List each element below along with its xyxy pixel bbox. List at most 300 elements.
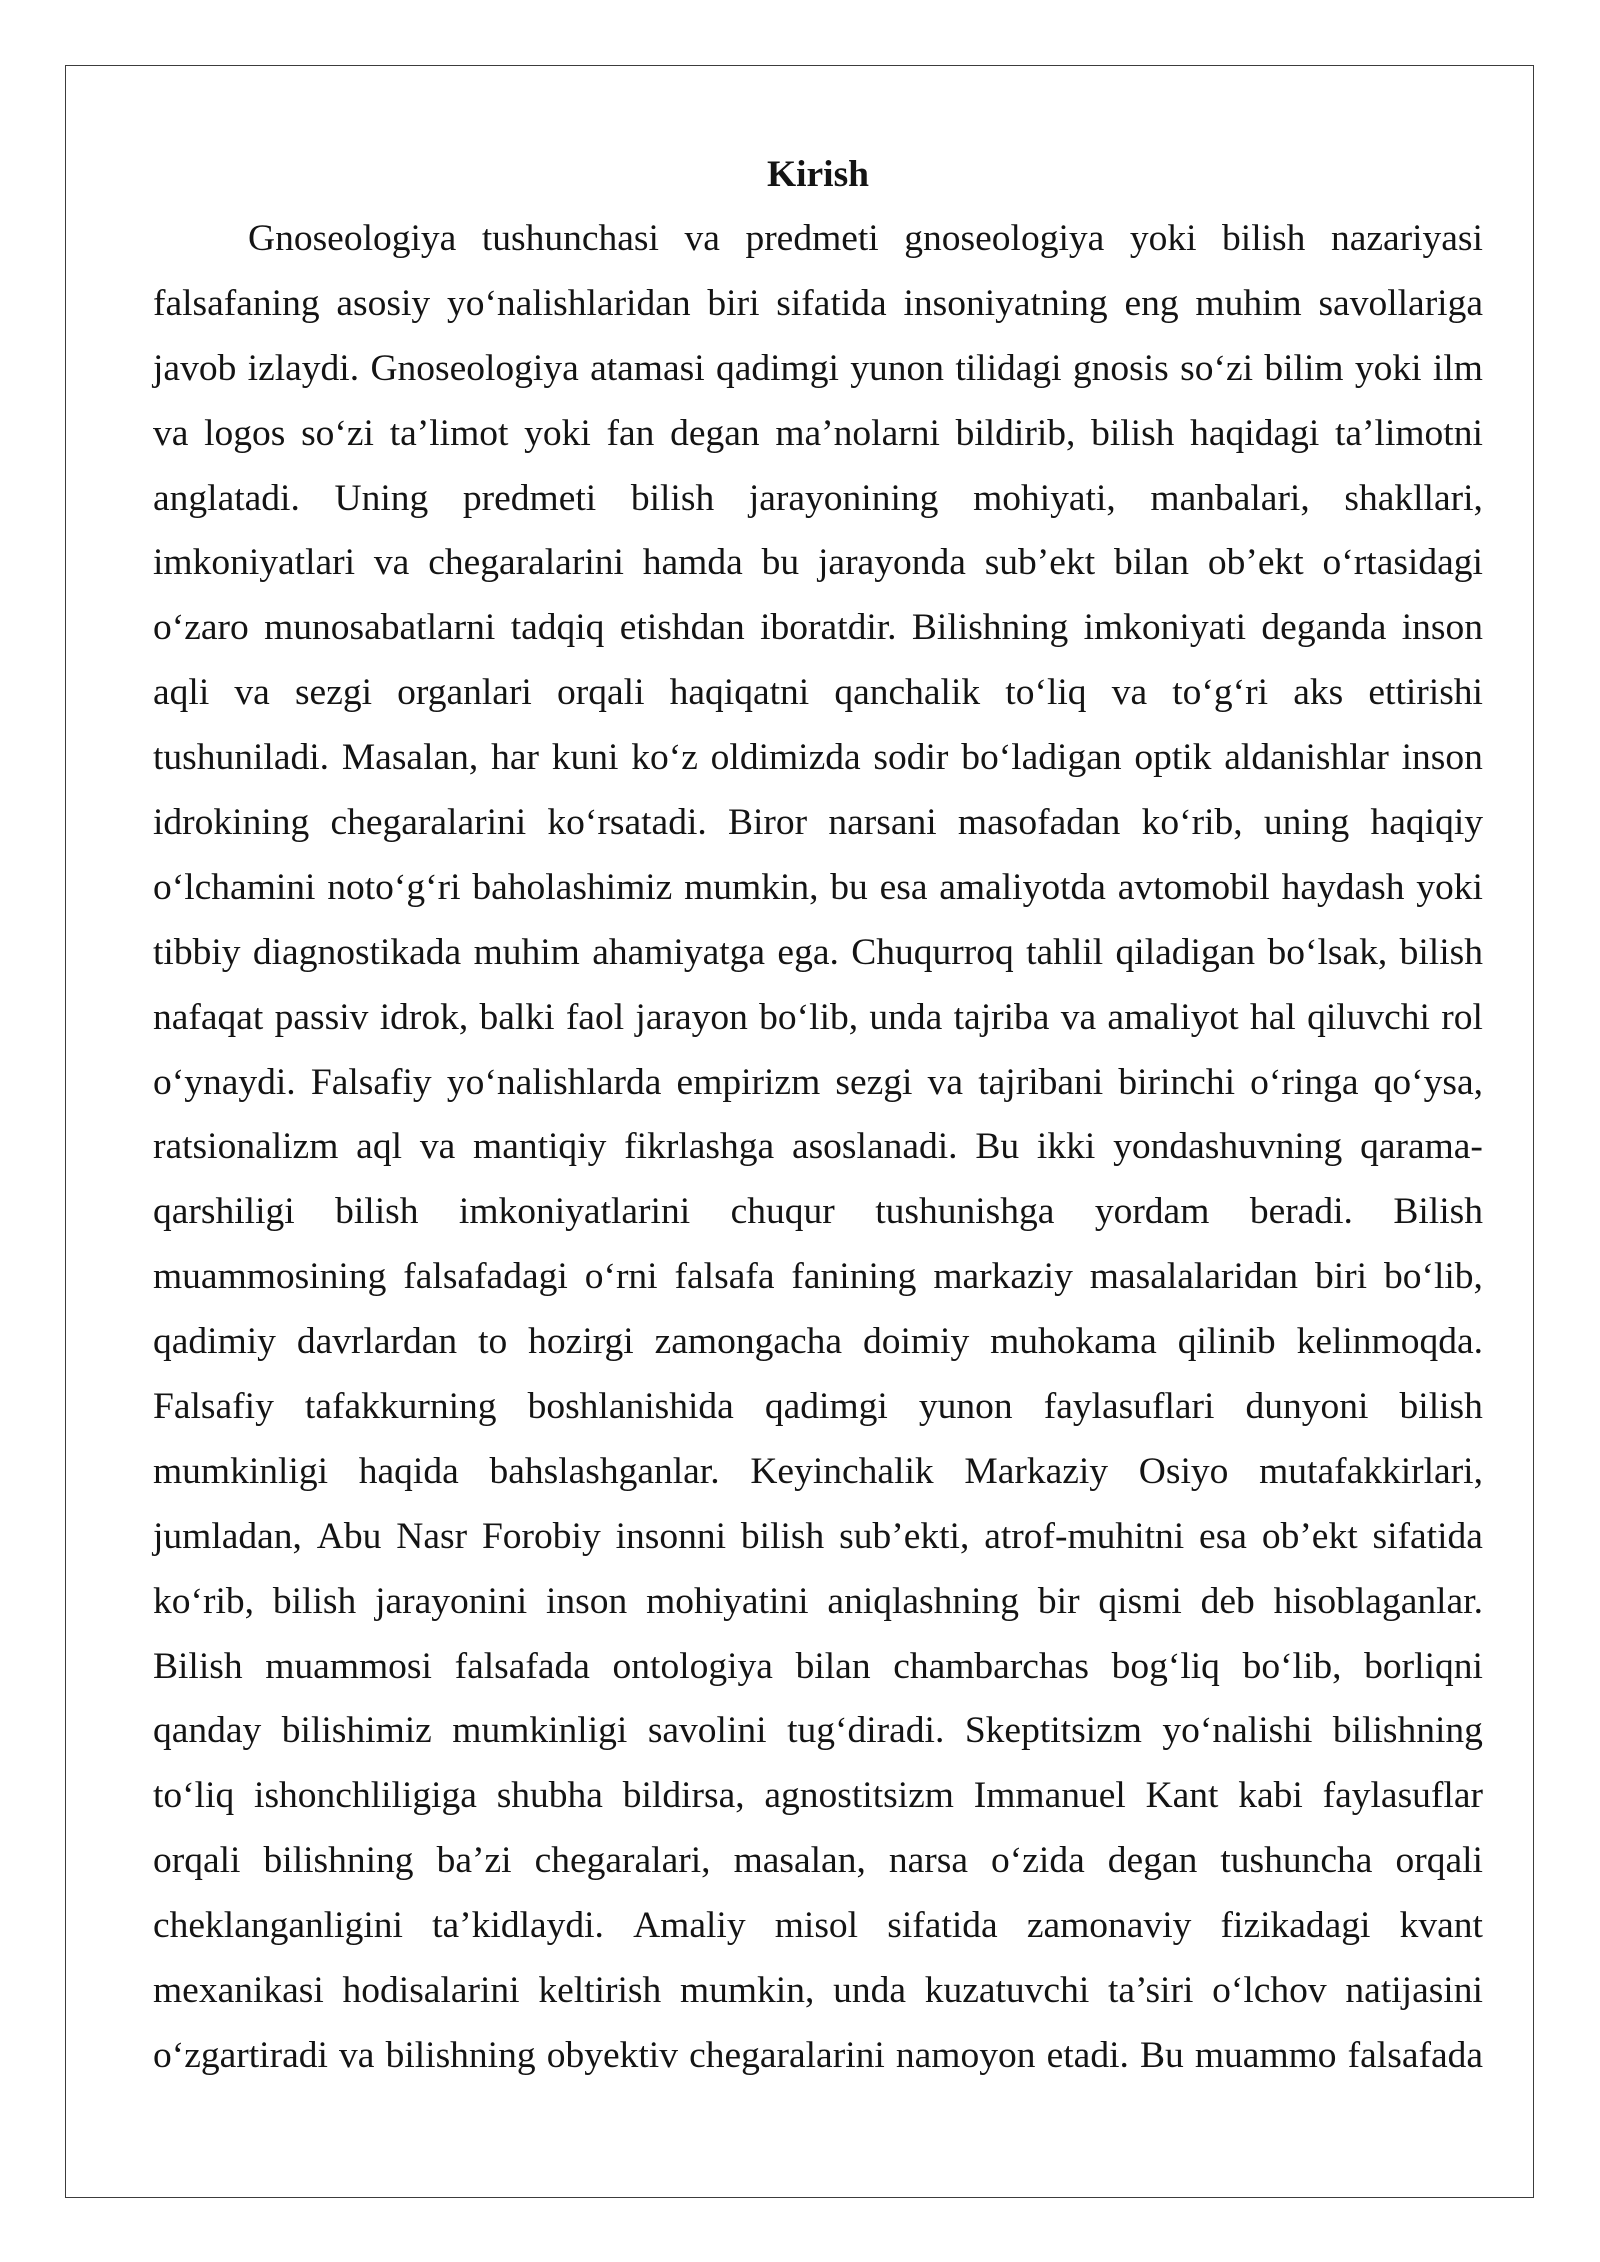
word: insoniyatning	[903, 282, 1108, 324]
word: ahamiyatga	[592, 931, 766, 973]
word: bilim	[1264, 347, 1344, 389]
word: Falsafiy	[153, 1386, 274, 1428]
word: chegaralarini	[330, 802, 527, 844]
word: savolini	[647, 1710, 767, 1752]
word: bilishimiz	[281, 1710, 432, 1752]
word: tibbiy	[153, 931, 241, 973]
text-line	[153, 1310, 1483, 1375]
word: aqli	[153, 672, 210, 714]
word: kabi	[1238, 1775, 1303, 1817]
word: beradi.	[1249, 1191, 1353, 1233]
text-line	[153, 337, 1483, 402]
word: namoyon	[895, 2034, 1036, 2076]
word: esa	[1199, 1515, 1247, 1557]
word: mexanikasi	[153, 1970, 324, 2012]
word: uning	[1263, 802, 1350, 844]
word: diagnostikada	[252, 931, 462, 973]
word: Biror	[727, 802, 808, 844]
word: mumkinligi	[452, 1710, 628, 1752]
word: masofadan	[957, 802, 1121, 844]
word: bilish	[1399, 931, 1483, 973]
word: bilishning	[1332, 1710, 1483, 1752]
word: bilish	[1222, 218, 1306, 259]
word: ob’ekt	[1261, 1515, 1358, 1557]
word: o‘lchamini	[153, 866, 316, 908]
word: Amaliy	[633, 1905, 746, 1947]
text-line	[153, 986, 1483, 1051]
text-line	[153, 1894, 1483, 1959]
word: boshlanishida	[527, 1386, 734, 1428]
word: hamda	[642, 542, 743, 584]
word: tug‘diradi.	[787, 1710, 945, 1752]
word: ta’siri	[1107, 1970, 1194, 2012]
word: tadqiq	[510, 607, 605, 649]
word: imkoniyati	[1083, 607, 1247, 649]
word: bir	[1037, 1580, 1080, 1622]
word: haydash	[1281, 866, 1405, 908]
word: dunyoni	[1245, 1386, 1369, 1428]
word: chambarchas	[893, 1645, 1089, 1687]
word: predmeti	[745, 218, 879, 259]
word: gnosis	[1072, 347, 1169, 389]
word: bo‘lib,	[1242, 1645, 1342, 1687]
word: inson	[1401, 737, 1483, 779]
word: shakllari,	[1344, 477, 1483, 519]
word: fizikadagi	[1220, 1905, 1371, 1947]
word: falsafa	[674, 1256, 775, 1298]
word: balki	[479, 996, 555, 1038]
word: yondashuvning	[1113, 1126, 1343, 1168]
word: Bu	[975, 1126, 1020, 1168]
word: yunon	[850, 347, 944, 389]
word: avtomobil	[1117, 866, 1270, 908]
text-line	[153, 1245, 1483, 1310]
word: to‘liq	[153, 1775, 235, 1817]
word: bo‘lsak,	[1267, 931, 1388, 973]
word: keltirish	[538, 1970, 662, 2012]
word: agnostitsizm	[764, 1775, 954, 1817]
word: zamongacha	[654, 1321, 843, 1363]
word: o‘zaro	[153, 607, 249, 649]
word: o‘ynaydi.	[153, 1061, 296, 1103]
word: falsafada	[454, 1645, 590, 1687]
word: faylasuflar	[1322, 1775, 1483, 1817]
text-line	[153, 2024, 1483, 2089]
word: ta’kidlaydi.	[432, 1905, 604, 1947]
word: muhokama	[990, 1321, 1157, 1363]
word: chegaralarini	[428, 542, 624, 584]
word: hodisalarini	[342, 1970, 520, 2012]
word: zamonaviy	[1026, 1905, 1192, 1947]
word: ma’nolarni	[775, 412, 940, 454]
word: imkoniyatlari	[153, 542, 356, 584]
word: o‘zida	[991, 1840, 1085, 1882]
word: chegaralari,	[534, 1840, 711, 1882]
word: yoki	[1354, 347, 1422, 389]
word: unda	[869, 996, 943, 1038]
word: anglatadi.	[153, 477, 300, 519]
word: qo‘ysa,	[1373, 1061, 1483, 1103]
word: sifatida	[776, 282, 887, 324]
word: obyektiv	[546, 2034, 678, 2076]
word: orqali	[153, 1840, 241, 1882]
word: Osiyo	[1138, 1450, 1229, 1492]
word: kelinmoqda.	[1296, 1321, 1483, 1363]
word: empirizm	[676, 1061, 821, 1103]
word: oldimizda	[710, 737, 861, 779]
word: bildirib,	[955, 412, 1076, 454]
word: o‘rtasidagi	[1322, 542, 1483, 584]
word: markaziy	[933, 1256, 1073, 1298]
word: kvant	[1399, 1905, 1483, 1947]
word: sodir	[873, 737, 949, 779]
word: ratsionalizm	[153, 1126, 339, 1168]
word: kuzatuvchi	[924, 1970, 1090, 2012]
text-line	[153, 726, 1483, 791]
word: qarama-	[1360, 1126, 1483, 1168]
word: mumkin,	[684, 866, 819, 908]
word: Nasr	[396, 1515, 468, 1557]
word: aniqlashning	[827, 1580, 1020, 1622]
word: bilan	[1114, 542, 1189, 584]
word: yunon	[918, 1386, 1013, 1428]
word: doimiy	[862, 1321, 970, 1363]
word: tajriba	[953, 996, 1050, 1038]
word: sub’ekt	[984, 542, 1096, 584]
word: muhim	[473, 931, 580, 973]
word: va	[927, 1061, 964, 1103]
word: Bilish	[153, 1645, 243, 1687]
word: idrokining	[153, 802, 310, 844]
word: tajribani	[978, 1061, 1104, 1103]
word: falsafaning	[153, 282, 320, 324]
word: qanday	[153, 1710, 262, 1752]
word: tushuncha	[1220, 1840, 1373, 1882]
text-line	[153, 272, 1483, 337]
word: optik	[1134, 737, 1212, 779]
word: chuqur	[730, 1191, 835, 1233]
word: bo‘ladigan	[961, 737, 1122, 779]
word: bog‘liq	[1111, 1645, 1220, 1687]
word: falsafadagi	[403, 1256, 568, 1298]
word: haqiqiy	[1370, 802, 1483, 844]
word: yordam	[1094, 1191, 1210, 1233]
word: davrlardan	[296, 1321, 458, 1363]
word: va	[419, 1126, 456, 1168]
word: asosiy	[336, 282, 431, 324]
word: bilishning	[385, 2034, 536, 2076]
text-line	[153, 1699, 1483, 1764]
word: qilinib	[1177, 1321, 1276, 1363]
word: tafakkurning	[304, 1386, 497, 1428]
word: degan	[1107, 1840, 1198, 1882]
word: o‘rni	[584, 1256, 658, 1298]
word: tushuniladi.	[153, 737, 330, 779]
word: bo‘lib,	[759, 996, 859, 1038]
word: amaliyotda	[939, 866, 1106, 908]
text-line	[153, 1115, 1483, 1180]
word: va	[1111, 672, 1148, 714]
word: sezgi	[294, 672, 373, 714]
word: ega.	[777, 931, 839, 973]
word: natijasini	[1345, 1970, 1483, 2012]
text-line	[153, 1505, 1483, 1570]
word: Masalan,	[341, 737, 479, 779]
word: muammosi	[265, 1645, 432, 1687]
word: muammosining	[153, 1256, 387, 1298]
word: masalan,	[733, 1840, 866, 1882]
word: hal	[1249, 996, 1296, 1038]
word: ko‘z	[631, 737, 698, 779]
word: manbalari,	[1150, 477, 1310, 519]
word: Gnoseologiya	[248, 218, 457, 259]
text-line	[153, 1180, 1483, 1245]
text-line	[153, 791, 1483, 856]
word: eng	[1124, 282, 1179, 324]
word: to‘g‘ri	[1172, 672, 1269, 714]
word: degan	[670, 412, 760, 454]
word: qadimiy	[153, 1321, 276, 1363]
word: ontologiya	[612, 1645, 773, 1687]
word: nafaqat	[153, 996, 264, 1038]
word: haqidagi	[1190, 412, 1320, 454]
word: idrok,	[379, 996, 469, 1038]
word: asoslanadi.	[791, 1126, 958, 1168]
word: yoki	[524, 412, 591, 454]
word: to‘liq	[1005, 672, 1087, 714]
word: jumladan,	[153, 1515, 302, 1557]
word: haqida	[358, 1450, 459, 1492]
word: yo‘nalishlarda	[446, 1061, 662, 1103]
page-title: Kirish	[766, 154, 870, 195]
word: mutafakkirlari,	[1259, 1450, 1483, 1492]
word: savollariga	[1318, 282, 1483, 324]
word: aldanishlar	[1224, 737, 1389, 779]
word: mumkin,	[679, 1970, 815, 2012]
word: gnoseologiya	[904, 218, 1105, 259]
word: tushunchasi	[481, 218, 659, 259]
text-line	[153, 856, 1483, 921]
word: deb	[1200, 1580, 1255, 1622]
text-line	[153, 1959, 1483, 2024]
text-line	[153, 531, 1483, 596]
word: passiv	[274, 996, 369, 1038]
word: jarayonining	[748, 477, 939, 519]
word: Falsafiy	[310, 1061, 432, 1103]
text-line	[153, 596, 1483, 661]
word: Bilish	[1393, 1191, 1483, 1233]
word: orqali	[1395, 1840, 1483, 1882]
word: mohiyatini	[646, 1580, 809, 1622]
word: atrof-muhitni	[984, 1515, 1185, 1557]
word: bildirsa,	[622, 1775, 745, 1817]
word: fikrlashga	[624, 1126, 775, 1168]
word: esa	[879, 866, 928, 908]
word: o‘lchov	[1212, 1970, 1327, 2012]
word: qadimgi	[715, 347, 839, 389]
word: faol	[565, 996, 625, 1038]
word: bilish	[630, 477, 715, 519]
text-line	[153, 467, 1483, 532]
word: ba’zi	[436, 1840, 512, 1882]
word: faylasuflari	[1043, 1386, 1215, 1428]
word: Abu	[316, 1515, 382, 1557]
word: yo‘nalishlaridan	[446, 282, 691, 324]
word: munosabatlarni	[264, 607, 496, 649]
word: va	[234, 672, 270, 714]
word: predmeti	[462, 477, 597, 519]
word: va	[373, 542, 410, 584]
word: kuni	[551, 737, 619, 779]
text-line	[153, 1635, 1483, 1700]
word: jarayonda	[818, 542, 966, 584]
text-line	[153, 661, 1483, 726]
word: mohiyati,	[973, 477, 1116, 519]
word: bilish	[1091, 412, 1175, 454]
word: fanining	[791, 1256, 917, 1298]
word: bilish	[335, 1191, 419, 1233]
text-line	[153, 921, 1483, 986]
word: cheklanganligini	[153, 1905, 403, 1947]
word: qarshiligi	[153, 1191, 295, 1233]
word: falsafada	[1347, 2034, 1483, 2076]
word: Markaziy	[964, 1450, 1109, 1492]
word: narsa	[888, 1840, 968, 1882]
word: muammo	[1194, 2034, 1337, 2076]
word: va	[153, 412, 189, 454]
text-line	[153, 207, 1483, 272]
word: rol	[1441, 996, 1483, 1038]
word: hozirgi	[528, 1321, 634, 1363]
word: borliqni	[1364, 1645, 1483, 1687]
word: Forobiy	[481, 1515, 601, 1557]
text-line	[153, 1570, 1483, 1635]
word: izlaydi.	[247, 347, 360, 389]
word: etadi.	[1046, 2034, 1129, 2076]
word: sifatida	[887, 1905, 998, 1947]
word: bilish	[1399, 1386, 1483, 1428]
text-line	[153, 1829, 1483, 1894]
word: tushunishga	[875, 1191, 1055, 1233]
word: orqali	[557, 672, 645, 714]
word: sifatida	[1372, 1515, 1483, 1557]
word: haqiqatni	[669, 672, 810, 714]
word: muhim	[1195, 282, 1302, 324]
word: baholashimiz	[472, 866, 673, 908]
word: ko‘rib,	[1141, 802, 1243, 844]
text-line	[153, 1051, 1483, 1116]
word: amaliyot	[1107, 996, 1239, 1038]
word: chegaralarini	[689, 2034, 885, 2076]
word: insonni	[615, 1515, 727, 1557]
text-line	[153, 402, 1483, 467]
word: Keyinchalik	[750, 1450, 934, 1492]
word: bahslashganlar.	[489, 1450, 720, 1492]
word: tilidagi	[955, 347, 1062, 389]
word: ko‘rib,	[153, 1580, 255, 1622]
word: ta’limot	[389, 412, 509, 454]
word: qiladigan	[1115, 931, 1256, 973]
word: Kant	[1145, 1775, 1219, 1817]
word: atamasi	[590, 347, 705, 389]
word: fan	[606, 412, 655, 454]
word: qanchalik	[834, 672, 981, 714]
word: bilishning	[263, 1840, 414, 1882]
word: Chuqurroq	[851, 931, 1014, 973]
word: ilm	[1432, 347, 1483, 389]
word: mantiqiy	[473, 1126, 607, 1168]
word: va	[339, 2034, 375, 2076]
word: nazariyasi	[1330, 218, 1483, 259]
word: inson	[1401, 607, 1483, 649]
word: bilish	[740, 1515, 825, 1557]
word: inson	[545, 1580, 628, 1622]
word: Bu	[1140, 2034, 1184, 2076]
word: qadimgi	[764, 1386, 888, 1428]
word: bo‘lib,	[1383, 1256, 1483, 1298]
word: ko‘rsatadi.	[547, 802, 707, 844]
word: ta’limotni	[1334, 412, 1483, 454]
word: organlari	[397, 672, 532, 714]
word: biri	[707, 282, 760, 324]
word: ikki	[1036, 1126, 1096, 1168]
word: aks	[1293, 672, 1344, 714]
word: biri	[1314, 1256, 1368, 1298]
word: tahlil	[1026, 931, 1104, 973]
word: bu	[761, 542, 800, 584]
word: yo‘nalishi	[1162, 1710, 1313, 1752]
word: so‘zi	[1180, 347, 1254, 389]
word: narsani	[828, 802, 937, 844]
text-line	[153, 1764, 1483, 1829]
word: jarayonini	[375, 1580, 528, 1622]
word: qiluvchi	[1307, 996, 1430, 1038]
word: har	[491, 737, 539, 779]
word: hisoblaganlar.	[1273, 1580, 1483, 1622]
word: logos	[204, 412, 286, 454]
word: bilish	[272, 1580, 357, 1622]
word: mumkinligi	[153, 1450, 329, 1492]
word: birinchi	[1118, 1061, 1235, 1103]
word: Gnoseologiya	[370, 347, 579, 389]
word: noto‘g‘ri	[327, 866, 461, 908]
word: o‘zgartiradi	[153, 2034, 328, 2076]
text-line	[153, 1440, 1483, 1505]
word: bilan	[795, 1645, 871, 1687]
word: to	[478, 1321, 508, 1363]
word: deganda	[1261, 607, 1387, 649]
word: Immanuel	[973, 1775, 1126, 1817]
word: o‘ringa	[1250, 1061, 1359, 1103]
document-body	[153, 142, 1483, 2089]
word: qismi	[1098, 1580, 1182, 1622]
word: javob	[153, 347, 237, 389]
word: yoki	[1416, 866, 1483, 908]
word: misol	[774, 1905, 859, 1947]
word: sub’ekti,	[839, 1515, 970, 1557]
word: Uning	[334, 477, 429, 519]
word: yoki	[1129, 218, 1197, 259]
word: va	[684, 218, 720, 259]
word: ob’ekt	[1207, 542, 1304, 584]
word: bu	[830, 866, 868, 908]
word: so‘zi	[301, 412, 374, 454]
word: shubha	[496, 1775, 603, 1817]
word: va	[1060, 996, 1097, 1038]
word: imkoniyatlarini	[458, 1191, 691, 1233]
text-line	[153, 1375, 1483, 1440]
word: iboratdir.	[760, 607, 897, 649]
